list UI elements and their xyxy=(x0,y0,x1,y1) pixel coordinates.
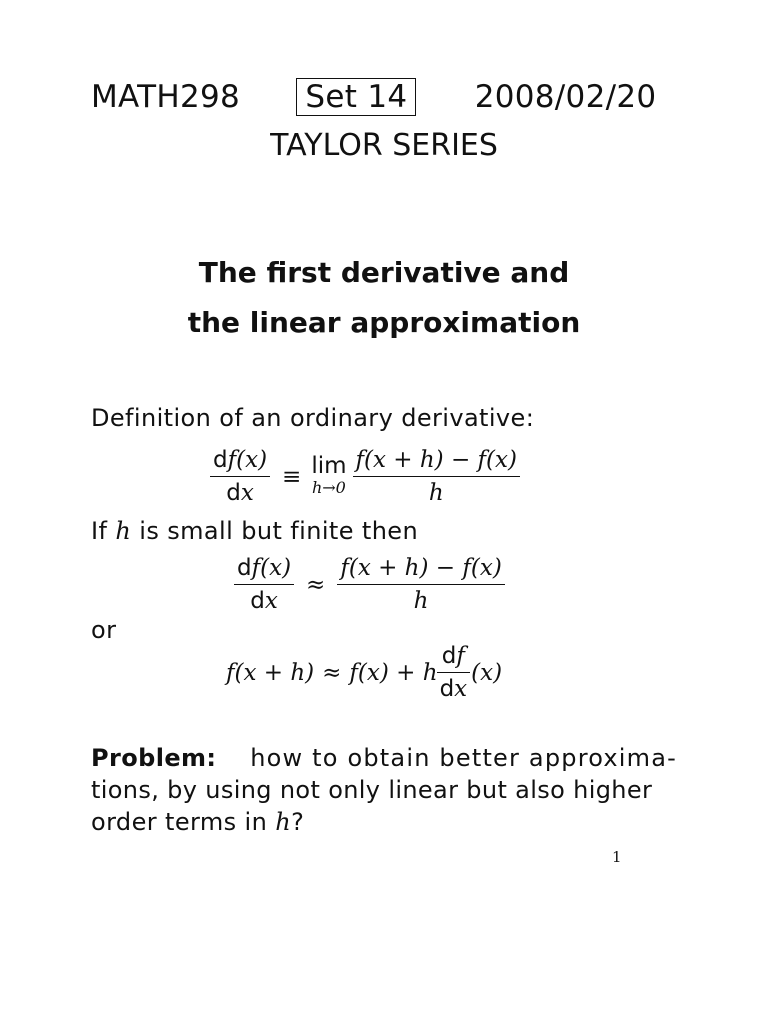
problem-line-2: tions, by using not only linear but also higher xyxy=(91,776,653,804)
eq2-approx-symbol: ≈ xyxy=(306,571,326,598)
eq2-lhs-fraction: $\frac{df(x)}{dx}$ xyxy=(234,555,294,614)
course-code: MATH298 xyxy=(91,79,241,115)
eq3-approx-symbol: ≈ xyxy=(322,659,342,686)
eq1-limit: lim h→0 xyxy=(311,452,347,497)
if-h-small-text: If h is small but finite then xyxy=(91,517,419,545)
equation-derivative-approx xyxy=(230,555,509,614)
section-heading-line1: The first derivative and xyxy=(198,256,570,289)
section-heading-line2: the linear approximation xyxy=(187,306,581,339)
eq3-lhs: f(x + h) xyxy=(226,659,315,686)
problem-text-1: how to obtain better approxima- xyxy=(250,744,677,772)
eq2-rhs-fraction: $\frac{f(x + h) - f(x)}{h}$ xyxy=(337,555,504,614)
set-number-box: Set 14 xyxy=(296,78,416,116)
header-line xyxy=(91,78,656,116)
eq1-lhs-fraction: $\frac{df(x)}{dx}$ xyxy=(210,447,270,506)
page-title: TAYLOR SERIES xyxy=(270,128,498,163)
problem-label: Problem: xyxy=(91,744,217,772)
problem-line-1 xyxy=(91,744,677,772)
date: 2008/02/20 xyxy=(474,79,657,115)
eq3-term1: f(x) + h xyxy=(349,659,438,686)
or-text: or xyxy=(91,616,117,644)
eq1-equiv-symbol: ≡ xyxy=(282,463,302,490)
page-number: 1 xyxy=(612,848,622,866)
eq1-rhs-fraction: $\frac{f(x + h) - f(x)}{h}$ xyxy=(353,447,520,506)
problem-line-3: order terms in h? xyxy=(91,808,305,836)
eq3-derivative-fraction: $\frac{df}{dx}$ xyxy=(437,643,471,702)
eq3-tail: (x) xyxy=(471,659,503,686)
definition-intro: Definition of an ordinary derivative: xyxy=(91,404,535,432)
equation-linear-approximation xyxy=(226,643,502,702)
equation-derivative-definition xyxy=(206,447,524,506)
